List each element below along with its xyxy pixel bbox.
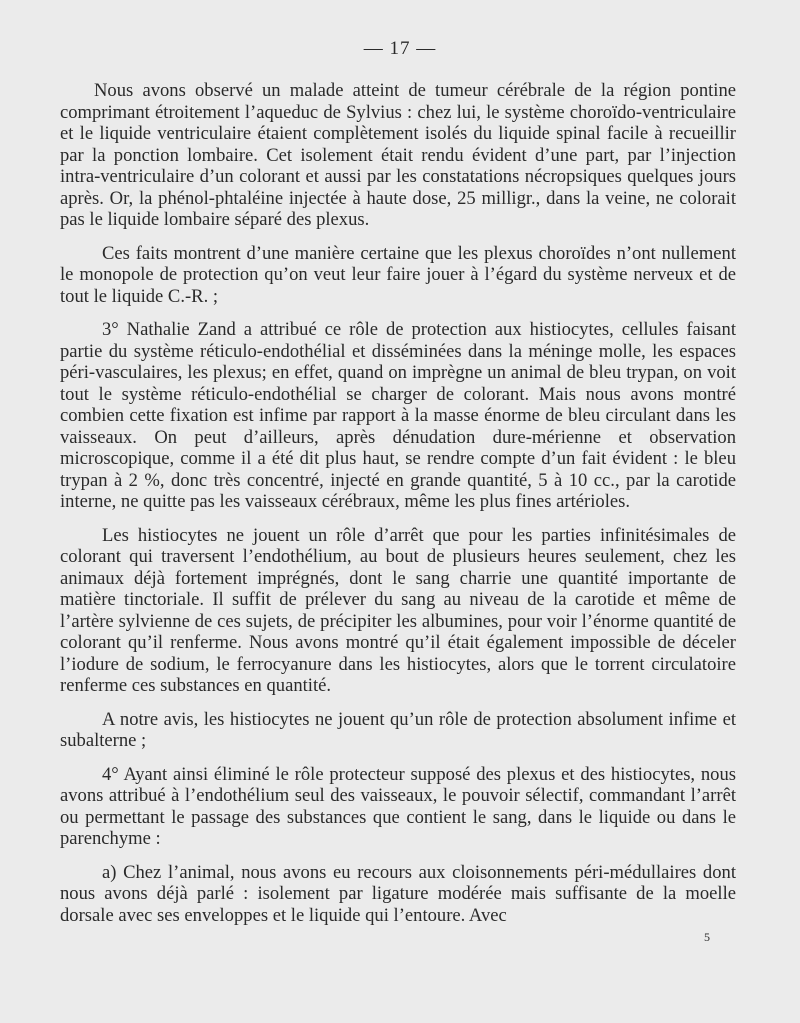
paragraph-1: Nous avons observé un malade atteint de tumeur cérébrale de la région pontine comprimant étroitement l’aqueduc de Sylvius : chez lui, le système choroïdo-ventriculaire et le liquide ventriculaire étaient complètement isolés du liquide spinal facile à recueillir par la ponction lombaire. Cet isolement était rendu évident d’une part, par l’injection intra-ventriculaire d’un colorant et aussi par les constatations nécropsiques quelques jours après. Or, la phénol-phtaléine injectée à haute dose, 25 milligr., dans la veine, ne colorait pas le liquide lombaire séparé des plexus.: [60, 80, 736, 230]
paragraph-4: Les histiocytes ne jouent un rôle d’arrêt que pour les parties infinitésimales de colorant qui traversent l’endothélium, au bout de plusieurs heures seulement, chez les animaux déjà fortement imprégnés, dont le sang charrie une quantité importante de matière tinctoriale. Il suffit de prélever du sang au niveau de la carotide et même de l’artère sylvienne de ces sujets, de précipiter les albumines, pour voir l’énorme quantité de colorant qu’il renferme. Nous avons montré qu’il était également impossible de déceler l’iodure de sodium, le ferrocyanure dans les histiocytes, alors que le torrent circulatoire renferme ces substances en quantité.: [60, 524, 736, 696]
paragraph-2: Ces faits montrent d’une manière certaine que les plexus choroïdes n’ont nullement le monopole de protection qu’on veut leur faire jouer à l’égard du système nerveux et de tout le liquide C.-R. ;: [60, 242, 736, 307]
paragraph-3: 3° Nathalie Zand a attribué ce rôle de protection aux histiocytes, cellules faisant partie du système réticulo-endothélial et disséminées dans la méninge molle, les espaces péri-vasculaires, les plexus; en effet, quand on imprègne un animal de bleu trypan, on voit tout le système réticulo-endothélial se charger de colorant. Mais nous avons montré combien cette fixation est infime par rapport à la masse énorme de bleu circulant dans les vaisseaux. On peut d’ailleurs, après dénudation dure-mérienne et observation microscopique, comme il a été dit plus haut, se rendre compte d’un fait évident : le bleu trypan à 2 %, donc très concentré, injecté en grande quantité, 5 à 10 cc., par la carotide interne, ne quitte pas les vaisseaux cérébraux, même les plus fines artérioles.: [60, 319, 736, 512]
paragraph-5: A notre avis, les histiocytes ne jouent qu’un rôle de protection absolument infime et subalterne ;: [60, 708, 736, 751]
printer-signature-mark: 5: [704, 930, 710, 944]
body-text: [60, 80, 736, 938]
paragraph-6: 4° Ayant ainsi éliminé le rôle protecteur supposé des plexus et des histiocytes, nous avons attribué à l’endothélium seul des vaisseaux, le pouvoir sélectif, commandant l’arrêt ou permettant le passage des substances que contient le sang, dans le liquide ou dans le parenchyme :: [60, 763, 736, 849]
page-number: — 17 —: [363, 38, 437, 59]
paragraph-7: a) Chez l’animal, nous avons eu recours aux cloisonnements péri-médullaires dont nous avons déjà parlé : isolement par ligature modérée mais suffisante de la moelle dorsale avec ses enveloppes et le liquide qui l’entoure. Avec: [60, 861, 736, 926]
